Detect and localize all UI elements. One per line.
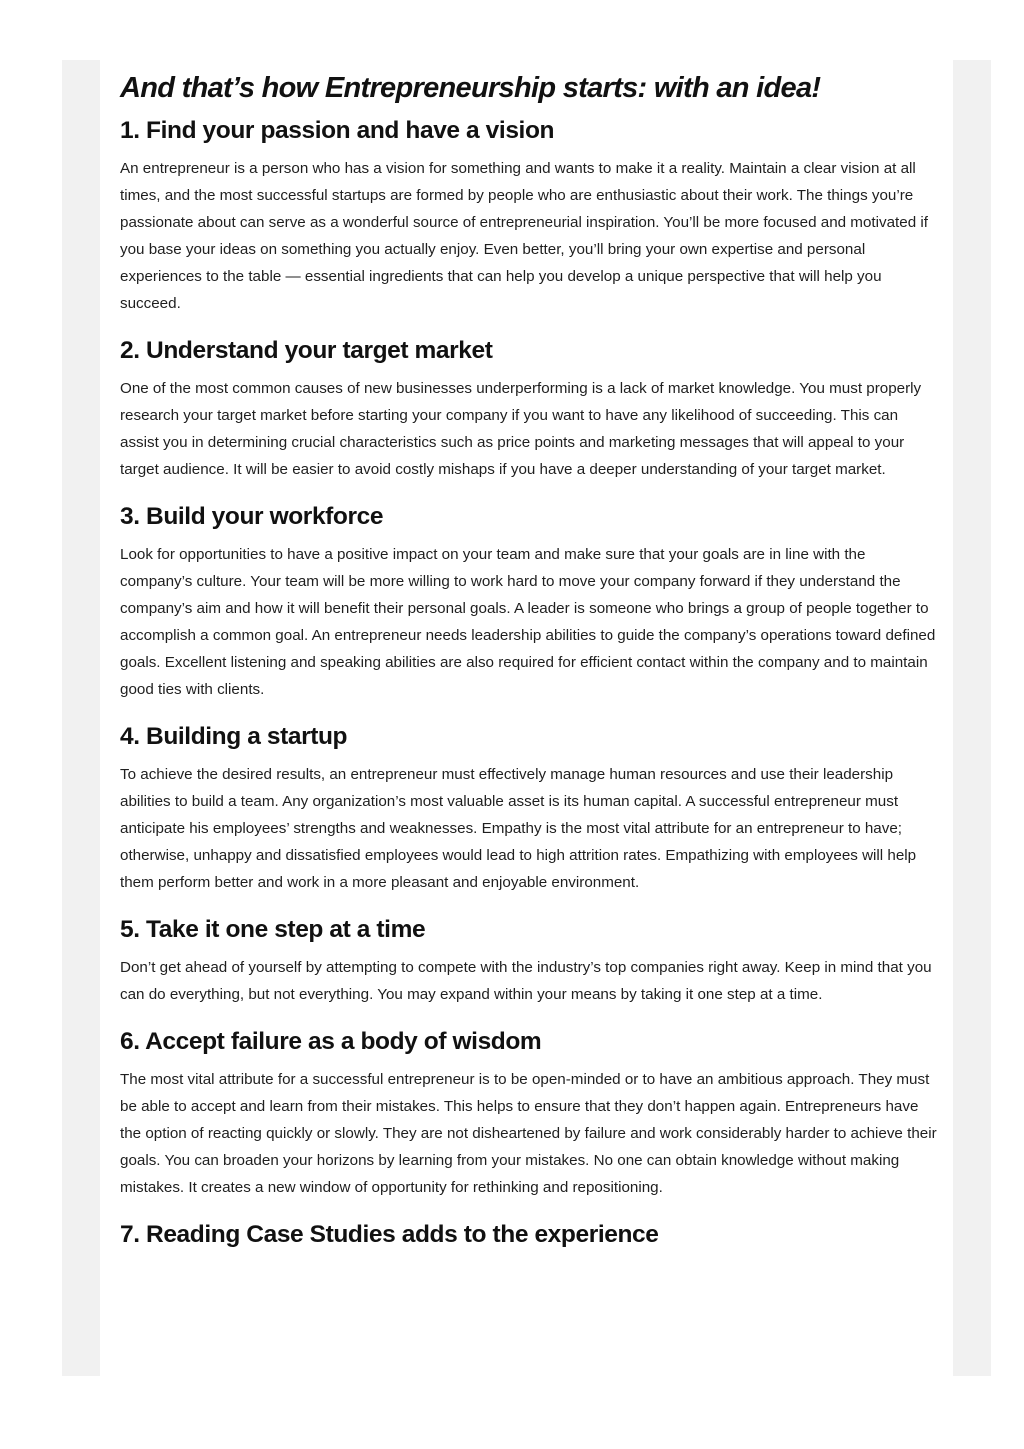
left-margin-band [62, 60, 100, 1376]
section-heading: 4. Building a startup [120, 723, 348, 750]
section-accept-failure [120, 1027, 938, 1201]
section-building-startup [120, 722, 938, 896]
section-paragraph: Don’t get ahead of yourself by attempting to compete with the industry’s top companies right away. Keep in mind that you can do everything, but not everything. You may expand within your means by taking it one step at a time. [120, 959, 932, 1003]
intro-heading: And that’s how Entrepreneurship starts: with an idea! [120, 72, 821, 104]
section-heading: 3. Build your workforce [120, 503, 384, 530]
right-margin-band [953, 60, 991, 1376]
section-case-studies [120, 1220, 938, 1250]
section-paragraph: One of the most common causes of new businesses underperforming is a lack of market knowledge. You must properly research your target market before starting your company if you want to have any likelihood of succeeding. This can assist you in determining crucial characteristics such as price points and marketing messages that will appeal to your target audience. It will be easier to avoid costly mishaps if you have a deeper understanding of your target market. [120, 380, 922, 478]
section-paragraph: The most vital attribute for a successful entrepreneur is to be open-minded or to have an ambitious approach. They must be able to accept and learn from their mistakes. This helps to ensure that they don’t happen again. Entrepreneurs have the option of reacting quickly or slowly. They are not disheartened by failure and work considerably harder to achieve their goals. You can broaden your horizons by learning from your mistakes. No one can obtain knowledge without making mistakes. It creates a new window of opportunity for rethinking and repositioning. [120, 1071, 937, 1196]
section-heading: 1. Find your passion and have a vision [120, 117, 555, 144]
section-heading: 2. Understand your target market [120, 337, 493, 364]
section-heading: 7. Reading Case Studies adds to the experience [120, 1221, 659, 1248]
section-target-market [120, 336, 938, 483]
section-paragraph: An entrepreneur is a person who has a vision for something and wants to make it a reality. Maintain a clear vision at all times, and the most successful startups are formed by people who are enthusiastic about their work. The things you’re passionate about can serve as a wonderful source of entrepreneurial inspiration. You’ll be more focused and motivated if you base your ideas on something you actually enjoy. Even better, you’ll bring your own expertise and personal experiences to the table — essential ingredients that can help you develop a unique perspective that will help you succeed. [120, 160, 928, 312]
section-heading: 6. Accept failure as a body of wisdom [120, 1028, 542, 1055]
section-paragraph: Look for opportunities to have a positive impact on your team and make sure that your goals are in line with the company’s culture. Your team will be more willing to work hard to move your company forward if they understand the company’s aim and how it will benefit their personal goals. A leader is someone who brings a group of people together to accomplish a common goal. An entrepreneur needs leadership abilities to guide the company’s operations toward defined goals. Excellent listening and speaking abilities are also required for efficient contact within the company and to maintain good ties with clients. [120, 546, 936, 698]
section-one-step [120, 915, 938, 1008]
article [120, 70, 938, 1259]
section-paragraph: To achieve the desired results, an entrepreneur must effectively manage human resources and use their leadership abilities to build a team. Any organization’s most valuable asset is its human capital. A successful entrepreneur must anticipate his employees’ strengths and weaknesses. Empathy is the most vital attribute for an entrepreneur to have; otherwise, unhappy and dissatisfied employees would lead to high attrition rates. Empathizing with employees will help them perform better and work in a more pleasant and enjoyable environment. [120, 766, 917, 891]
section-heading: 5. Take it one step at a time [120, 916, 426, 943]
section-passion-vision [120, 116, 938, 317]
section-workforce [120, 502, 938, 703]
